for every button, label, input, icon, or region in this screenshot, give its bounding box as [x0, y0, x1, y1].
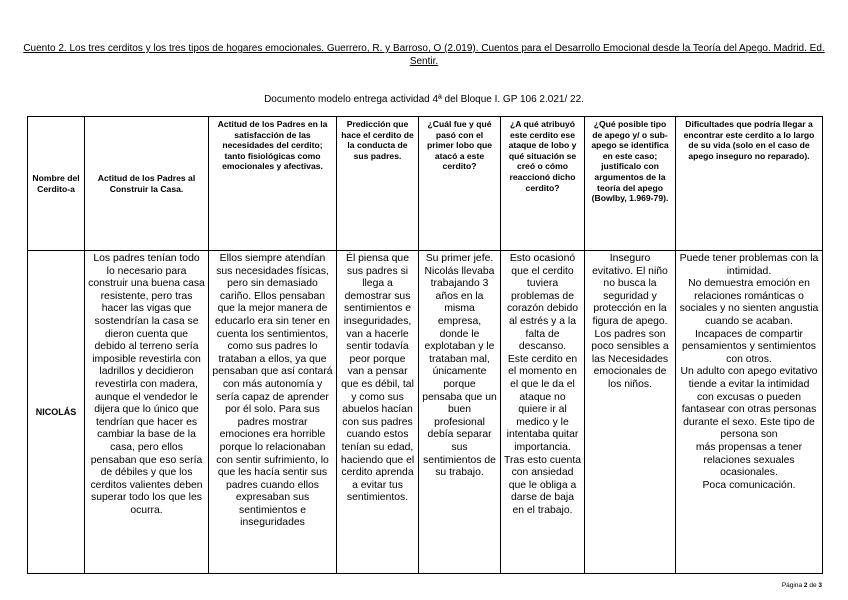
header-parents-building: Actitud de los Padres al Construir la Casa.	[85, 117, 209, 251]
cell-line: Incapaces de compartir pensamientos y sentimientos con otros.	[682, 328, 816, 365]
page-total: 3	[818, 582, 822, 589]
cell-attribution	[501, 251, 585, 574]
cell-line: Un adulto con apego evitativo tiende a evitar la intimidad con excusas o pueden fantasear con otras personas durante el sexo. Este tipo de persona son	[680, 366, 818, 441]
cell-line: más propensas a tener relaciones sexuales ocasionales.	[695, 441, 803, 479]
header-prediction: Predicción que hace el cerdito de la conducta de sus padres.	[337, 117, 419, 251]
cell-line: Este cerdito en el momento en el que le da el ataque no quiere ir al medico y le intentaba quitar importancia.	[506, 353, 579, 453]
cell-line: Tras esto cuenta con ansiedad que le obliga a darse de baja en el trabajo.	[504, 454, 582, 516]
cell-first-wolf: Su primer jefe. Nicolás llevaba trabajando 3 años en la misma empresa, donde le explotaban y le trataban mal, únicamente porque pensaba que un buen profesional debía separar sus sentimientos de su trabajo.	[419, 251, 501, 574]
page-current: 2	[803, 582, 808, 589]
activity-table	[27, 116, 823, 574]
table-row	[28, 251, 823, 574]
header-difficulties: Dificultades que podría llegar a encontrar este cerdito a lo largo de su vida (solo en el caso de apego inseguro no reparado).	[676, 117, 823, 251]
cell-name: NICOLÁS	[28, 251, 85, 574]
cell-difficulties	[676, 251, 823, 574]
page-word: Página	[781, 582, 803, 589]
header-attachment-type: ¿Qué posible tipo de apego y/ o sub-apego se identifica en este caso; justificalo con argumentos de la teoría del apego (Bowlby, 1.969-79).	[585, 117, 676, 251]
cell-line: Los padres son poco sensibles a las Necesidades emocionales de los niños.	[591, 328, 669, 390]
document-subtitle: Documento modelo entrega actividad 4ª del Bloque I. GP 106 2.021/ 22.	[264, 94, 584, 105]
page-of: de	[809, 582, 817, 589]
cell-line: No demuestra emoción en relaciones románticas o sociales y no sienten angustia cuando se acaban.	[679, 278, 819, 327]
header-parents-needs: Actitud de los Padres en la satisfacción de las necesidades del cerdito; tanto fisiológicas como emocionales y afectivas.	[209, 117, 337, 251]
page-number	[782, 582, 822, 589]
cell-line: Inseguro evitativo. El niño no busca la seguridad y protección en la figura de apego.	[592, 253, 668, 327]
cell-line: Puede tener problemas con la intimidad.	[679, 253, 819, 277]
header-first-wolf: ¿Cuál fue y qué pasó con el primer lobo que atacó a este cerdito?	[419, 117, 501, 251]
document-reference: Cuento 2. Los tres cerditos y los tres tipos de hogares emocionales. Guerrero, R. y Barroso, O (2.019). Cuentos para el Desarrollo Emocional desde la Teoría del Apego. Madrid. Ed. Sentir.	[23, 43, 825, 67]
cell-line: Esto ocasionó que el cerdito tuviera problemas de corazón debido al estrés y a la falta de descanso.	[506, 253, 579, 353]
table-header-row	[28, 117, 823, 251]
cell-attachment-type	[585, 251, 676, 574]
cell-parents-needs: Ellos siempre atendían sus necesidades físicas, pero sin demasiado cariño. Ellos pensaban que la mejor manera de educarlo era sin tener en cuenta los sentimientos, como sus padres lo trataban a ellos, ya que pensaban que así contará con más autonomía y sería capaz de aprender por él solo. Para sus padres mostrar emociones era horrible porque lo relacionaban con sentir sufrimiento, lo que les hacía sentir sus padres cuando ellos expresaban sus sentimientos e inseguridades	[209, 251, 337, 574]
header-attribution: ¿A qué atribuyó este cerdito ese ataque de lobo y qué situación se creó o cómo reaccionó dicho cerdito?	[501, 117, 585, 251]
cell-prediction: Él piensa que sus padres si llega a demostrar sus sentimientos e inseguridades, van a hacerle sentir todavía peor porque van a pensar que es débil, tal y como sus abuelos hacían con sus padres cuando estos tenían su edad, haciendo que el cerdito aprenda a evitar tus sentimientos.	[337, 251, 419, 574]
header-name: Nombre del Cerdito-a	[28, 117, 85, 251]
cell-parents-building: Los padres tenían todo lo necesario para construir una buena casa resistente, pero tras hacer las vigas que sostendrían la casa se dieron cuenta que debido al terreno sería imposible revestirla con ladrillos y decidieron revestirla con madera, aunque el vendedor le dijera que lo único que tendrían que hacer es cambiar la base de la casa, pero ellos pensaban que eso sería de débiles y que los cerditos valientes deben superar todo los que les ocurra.	[85, 251, 209, 574]
cell-line: Poca comunicación.	[702, 479, 796, 491]
